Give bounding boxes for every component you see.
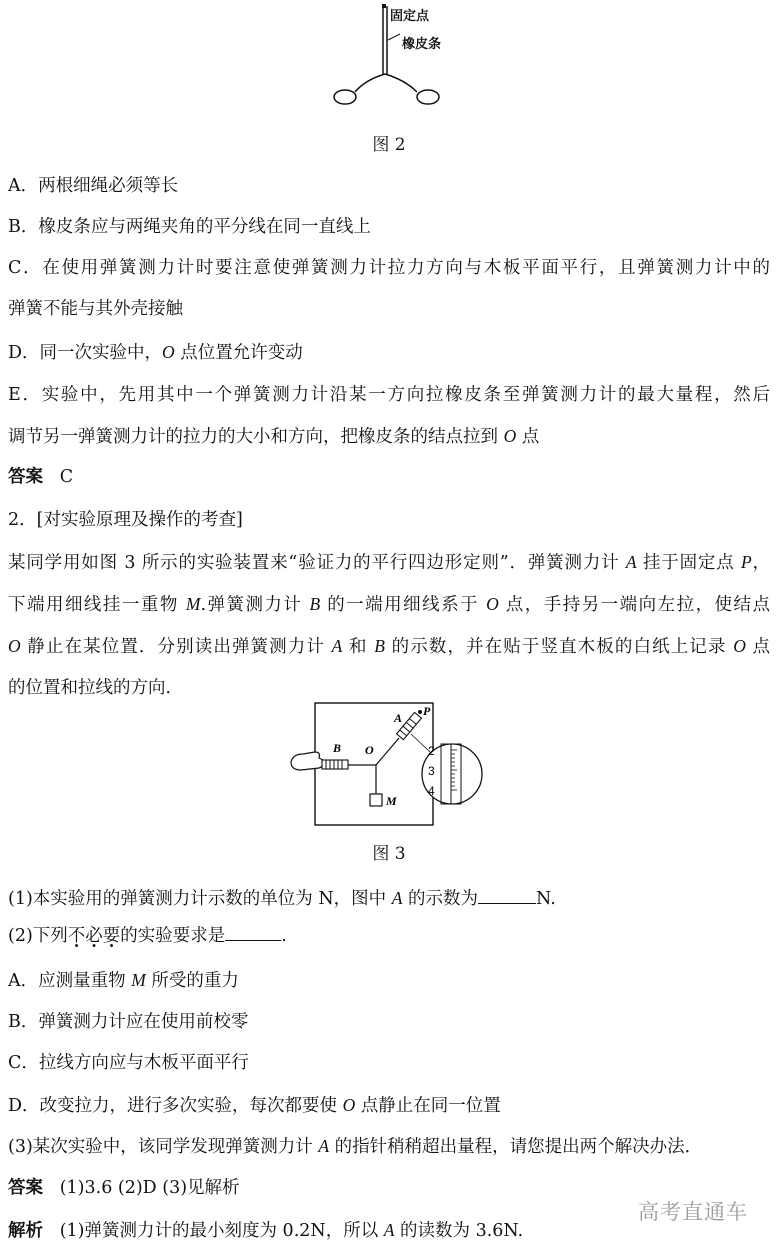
q1-option-d: D．同一次实验中，O 点位置允许变动 — [8, 342, 303, 363]
figure-3-caption: 图 3 — [372, 844, 406, 864]
figure-3-diagram — [285, 700, 485, 832]
q2-option-d: D．改变拉力，进行多次实验，每次都要使 O 点静止在同一位置 — [8, 1095, 501, 1116]
loop-right — [417, 90, 439, 104]
weight-m — [370, 794, 382, 806]
label-o: O — [365, 743, 374, 757]
scale-label-3: 3 — [428, 764, 435, 778]
q2-sub1: (1)本实验用的弹簧测力计示数的单位为 N，图中 A 的示数为 N. — [8, 885, 770, 911]
label-b: B — [333, 741, 342, 755]
q1-option-e-line1: E．实验中，先用其中一个弹簧测力计沿某一方向拉橡皮条至弹簧测力计的最大量程，然后 — [8, 385, 770, 405]
q2-stem-line1: 某同学用如图 3 所示的实验装置来“验证力的平行四边形定则”．弹簧测力计 A 挂于固定点 P， — [8, 552, 770, 573]
q2-option-a: A．应测量重物 M 所受的重力 — [8, 970, 239, 991]
q2-stem-line2: 下端用细线挂一重物 M.弹簧测力计 B 的一端用细线系于 O 点，手持另一端向左拉，使结点 — [8, 594, 771, 615]
q2-stem-line4: 的位置和拉线的方向． — [8, 678, 183, 698]
q2-option-b: B．弹簧测力计应在使用前校零 — [8, 1012, 249, 1032]
q2-answer: 答案 (1)3.6 (2)D (3)见解析 — [8, 1178, 240, 1198]
scale-label-4: 4 — [428, 784, 435, 798]
watermark: 高考直通车 — [638, 1200, 748, 1224]
q1-option-c-line1: C．在使用弹簧测力计时要注意使弹簧测力计拉力方向与木板平面平行，且弹簧测力计中的 — [8, 258, 770, 278]
answer-blank-1[interactable] — [478, 885, 536, 904]
q1-option-a: A．两根细绳必须等长 — [8, 176, 179, 196]
string-right — [385, 74, 417, 92]
scale-label-2: 2 — [428, 744, 435, 758]
q2-sub3: (3)某次实验中，该同学发现弹簧测力计 A 的指针稍稍超出量程，请您提出两个解决办法． — [8, 1136, 703, 1157]
loop-left — [334, 90, 356, 104]
q2-stem-line3: O 静止在某位置．分别读出弹簧测力计 A 和 B 的示数，并在贴于竖直木板的白纸上记录 O 点 — [8, 636, 770, 657]
fixed-point-p — [418, 710, 422, 714]
q1-option-e-line2: 调节另一弹簧测力计的拉力的大小和方向，把橡皮条的结点拉到 O 点 — [8, 426, 540, 447]
answer-blank-2[interactable] — [225, 922, 281, 941]
label-fixed-point: 固定点 — [390, 9, 430, 24]
q2-analysis: 解析 (1)弹簧测力计的最小刻度为 0.2N，所以 A 的读数为 3.6N. — [8, 1220, 524, 1241]
q2-sub2: (2)下列不必要的实验要求是 . — [8, 922, 770, 948]
figure-2-caption: 图 2 — [372, 135, 406, 155]
q1-answer: 答案 C — [8, 467, 74, 487]
q2-option-c: C．拉线方向应与木板平面平行 — [8, 1053, 249, 1073]
string-o-to-a — [376, 738, 399, 765]
hand — [291, 752, 324, 770]
q1-option-c-line2: 弹簧不能与其外壳接触 — [8, 299, 183, 319]
q1-option-b: B．橡皮条应与两绳夹角的平分线在同一直线上 — [8, 217, 371, 237]
label-p: P — [423, 704, 431, 718]
string-left — [355, 74, 385, 92]
q2-heading: 2．[对实验原理及操作的考查] — [8, 510, 243, 530]
label-rubber-band: 橡皮条 — [402, 37, 442, 52]
label-a: A — [394, 711, 403, 725]
label-m: M — [386, 794, 397, 808]
